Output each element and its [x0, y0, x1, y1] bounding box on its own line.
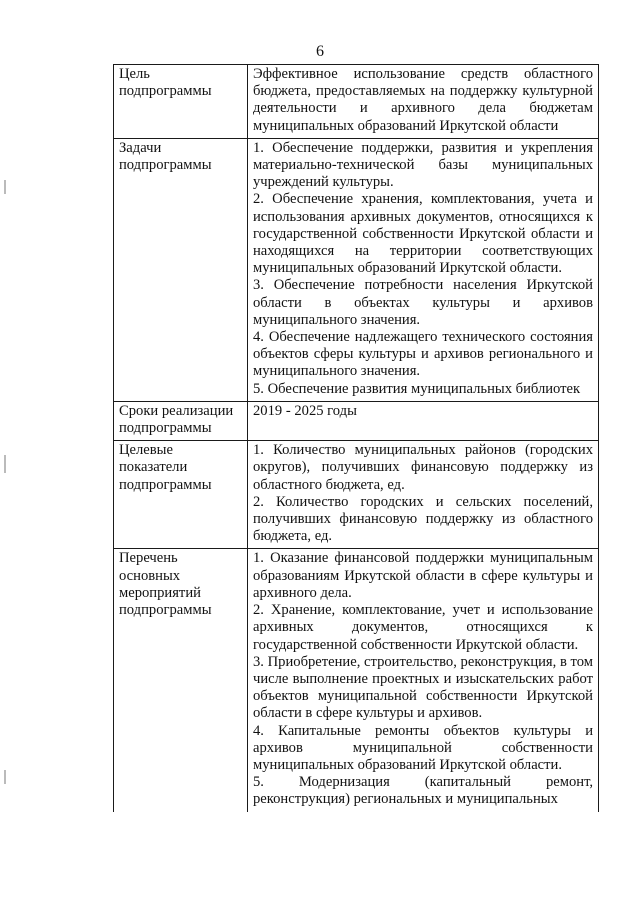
row-content-timeline	[248, 401, 599, 440]
row-content-tasks	[248, 138, 599, 401]
scan-margin-mark	[4, 455, 6, 473]
paragraph: 2. Хранение, комплектование, учет и использование архивных документов, относящихся к государственной собственности Иркутской области.	[253, 602, 593, 653]
table-row	[114, 138, 599, 401]
table-row	[114, 401, 599, 440]
paragraph: 1. Оказание финансовой поддержки муниципальным образованиям Иркутской области в сфере культуры и архивного дела.	[253, 550, 593, 601]
paragraph: Эффективное использование средств областного бюджета, предоставляемых на поддержку культурной деятельности и архивного дела бюджетам муниципальных образований Иркутской области	[253, 66, 593, 134]
row-content-goal	[248, 65, 599, 139]
scan-margin-mark	[4, 770, 6, 784]
paragraph: 1. Количество муниципальных районов (городских округов), получивших финансовую поддержку из областного бюджета, ед.	[253, 442, 593, 493]
page-number: 6	[316, 43, 324, 60]
paragraph: 5. Обеспечение развития муниципальных библиотек	[253, 380, 581, 397]
row-content-indicators	[248, 441, 599, 549]
paragraph: 4. Обеспечение надлежащего технического состояния объектов сферы культуры и архивов регионального и муниципального значения.	[253, 329, 593, 380]
paragraph: 1. Обеспечение поддержки, развития и укрепления материально-технической базы муниципальных учреждений культуры.	[253, 139, 593, 191]
table-row	[114, 441, 599, 549]
subprogram-passport-table	[113, 64, 599, 812]
row-label-goal: Цель подпрограммы	[114, 65, 248, 139]
scan-margin-mark	[4, 180, 6, 194]
table-row	[114, 549, 599, 812]
paragraph: 2. Количество городских и сельских поселений, получивших финансовую поддержку из областного бюджета, ед.	[253, 493, 593, 545]
paragraph: 2. Обеспечение хранения, комплектования, учета и использования архивных документов, относящихся к государственной собственности Иркутской области и находящихся на территории соответствующих муниципальных образований Иркутской области.	[253, 191, 593, 277]
paragraph: 2019 - 2025 годы	[253, 402, 357, 419]
row-label-timeline: Сроки реализации подпрограммы	[114, 401, 248, 440]
paragraph: 3. Приобретение, строительство, реконструкция, в том числе выполнение проектных и изыскательских работ объектов муниципальной собственности Иркутской области в сфере культуры и архивов.	[253, 653, 593, 722]
paragraph: 3. Обеспечение потребности населения Иркутской области в объектах культуры и архивов муниципального значения.	[253, 277, 593, 328]
paragraph: 5. Модернизация (капитальный ремонт, реконструкция) региональных и муниципальных	[253, 774, 593, 808]
row-label-activities: Перечень основных мероприятий подпрограммы	[114, 549, 248, 812]
table-row	[114, 65, 599, 139]
row-content-activities	[248, 549, 599, 812]
paragraph: 4. Капитальные ремонты объектов культуры и архивов муниципальной собственности муниципальных образований Иркутской области.	[253, 722, 593, 773]
row-label-tasks: Задачи подпрограммы	[114, 138, 248, 401]
row-label-indicators: Целевые показатели подпрограммы	[114, 441, 248, 549]
